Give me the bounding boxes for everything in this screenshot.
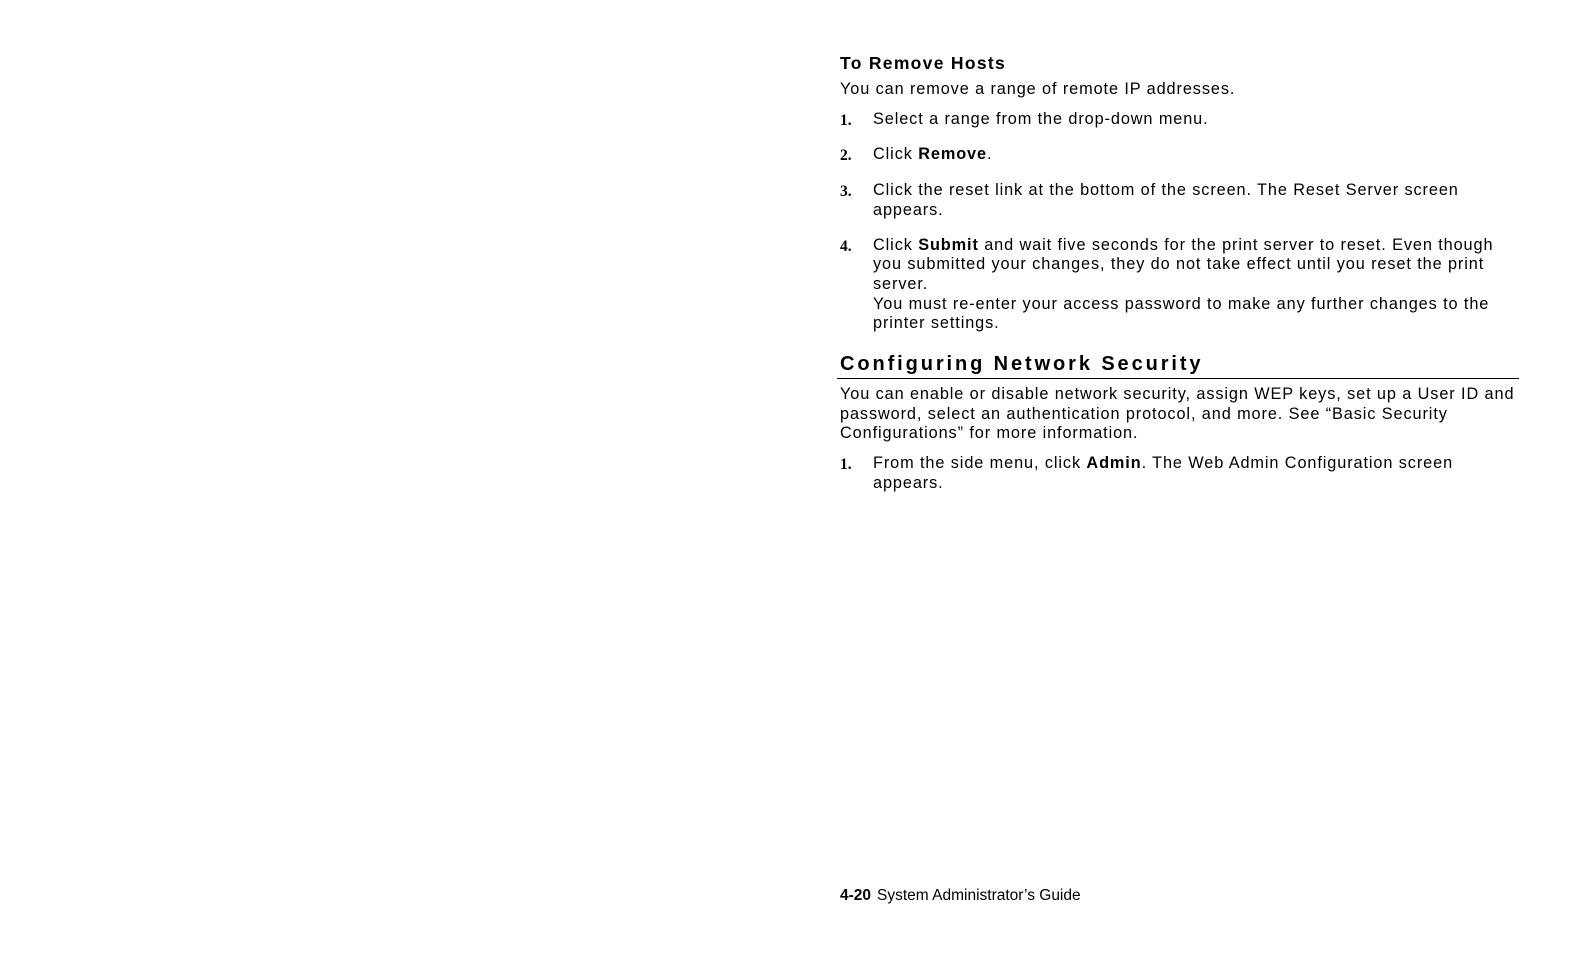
step-text <box>873 454 1516 493</box>
network-security-steps <box>840 454 1516 493</box>
step-text-after: . The Web Admin Configuration screen appears. <box>873 454 1454 492</box>
step-text-bold: Admin <box>1086 454 1142 473</box>
network-security-step-1 <box>840 454 1516 493</box>
step-number: 1. <box>840 456 852 474</box>
remove-hosts-heading: To Remove Hosts <box>840 53 1007 73</box>
remove-hosts-step-2 <box>840 145 1516 166</box>
network-security-heading: Configuring Network Security <box>837 352 1519 379</box>
remove-hosts-step-4 <box>840 236 1516 335</box>
page-footer <box>840 886 1081 906</box>
step-text-before: Click <box>873 235 919 254</box>
step-text-line2: You must re-enter your access password to make any further changes to the printer settings. <box>873 294 1490 333</box>
step-number: 4. <box>840 237 852 255</box>
step-text <box>873 145 1516 165</box>
step-text: Select a range from the drop-down menu. <box>873 109 1209 128</box>
step-text-before: Click <box>873 145 919 164</box>
network-security-intro: You can enable or disable network security, assign WEP keys, set up a User ID and password, select an authentication protocol, and more. See “Basic Security Configurations” for more information. <box>840 385 1515 443</box>
remove-hosts-intro: You can remove a range of remote IP addresses. <box>840 80 1236 98</box>
step-text-bold: Remove <box>918 145 987 164</box>
step-number: 2. <box>840 147 852 165</box>
step-text-after: . <box>986 145 993 164</box>
step-text-bold: Submit <box>918 235 979 254</box>
step-text-before: From the side menu, click <box>873 454 1087 473</box>
step-number: 1. <box>840 111 852 129</box>
step-text-after: and wait five seconds for the print server to reset. Even though you submitted your changes, they do not take effect until you reset the print server. <box>873 235 1494 293</box>
step-number: 3. <box>840 183 852 201</box>
remove-hosts-step-3 <box>840 181 1516 220</box>
page-number: 4-20 <box>840 887 872 904</box>
step-text <box>873 236 1516 335</box>
remove-hosts-steps <box>840 110 1516 334</box>
footer-title: System Administrator’s Guide <box>877 887 1081 904</box>
content-column <box>840 52 1516 509</box>
step-text: Click the reset link at the bottom of the screen. The Reset Server screen appears. <box>873 181 1459 219</box>
remove-hosts-step-1 <box>840 110 1516 131</box>
